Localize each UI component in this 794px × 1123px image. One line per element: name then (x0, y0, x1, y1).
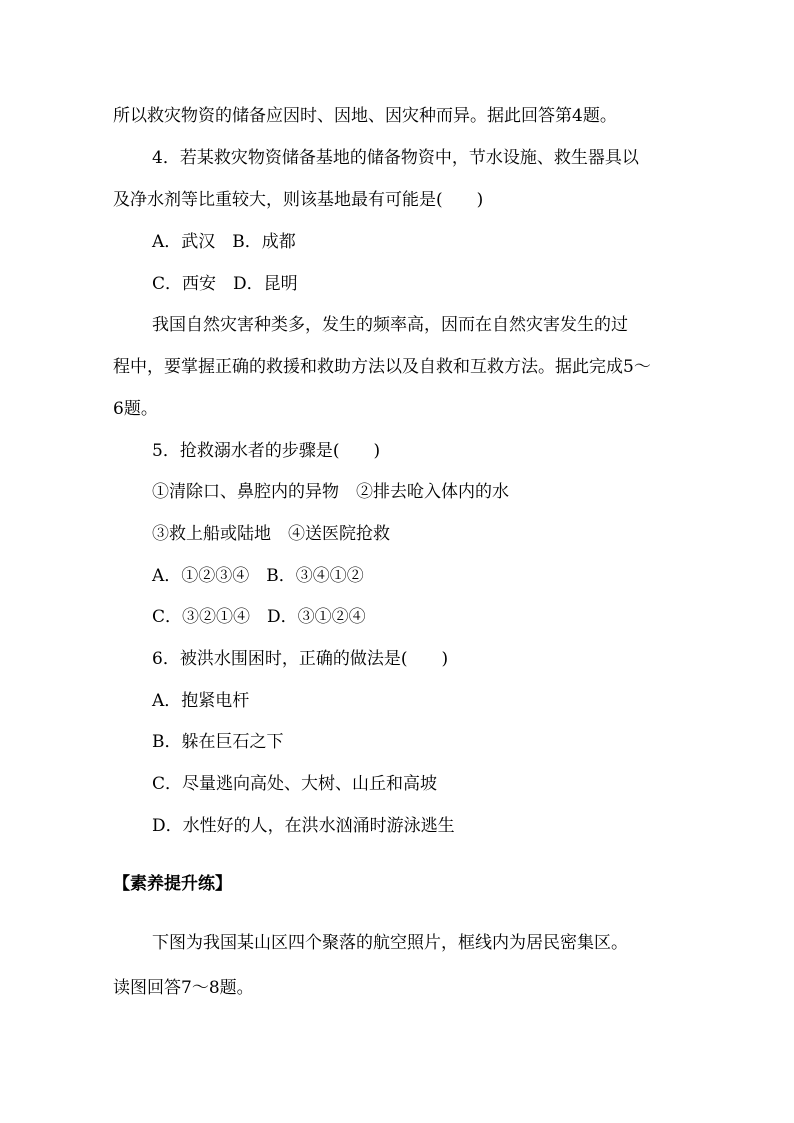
question-5-steps-line-2: ③救上船或陆地 ④送医院抢救 (152, 524, 390, 544)
question-5-options-ab: A．①②③④ B．③④①② (152, 566, 364, 586)
figure-intro-line-2: 读图回答7～8题。 (113, 978, 254, 998)
question-4-options-ab: A．武汉 B．成都 (152, 232, 296, 252)
figure-intro-line-1: 下图为我国某山区四个聚落的航空照片，框线内为居民密集区。 (152, 933, 628, 953)
question-4-options-cd: C．西安 D．昆明 (152, 274, 298, 294)
question-5-stem: 5．抢救溺水者的步骤是( ) (152, 441, 381, 461)
question-5-options-cd: C．③②①④ D．③①②④ (152, 607, 366, 627)
section-heading: 【素养提升练】 (113, 874, 232, 894)
paragraph-line: 所以救灾物资的储备应因时、因地、因灾种而异。据此回答第4题。 (113, 106, 617, 126)
question-6-option-b: B．躲在巨石之下 (152, 732, 284, 752)
passage-line-1: 我国自然灾害种类多，发生的频率高，因而在自然灾害发生的过 (152, 315, 628, 335)
passage-line-2: 程中，要掌握正确的救援和救助方法以及自救和互救方法。据此完成5～ (113, 357, 651, 377)
question-6-stem: 6．被洪水围困时，正确的做法是( ) (152, 649, 449, 669)
question-6-option-d: D．水性好的人，在洪水汹涌时游泳逃生 (152, 816, 455, 836)
question-4-stem-line-2: 及净水剂等比重较大，则该基地最有可能是( ) (113, 190, 484, 210)
question-6-option-a: A．抱紧电杆 (152, 691, 250, 711)
question-5-steps-line-1: ①清除口、鼻腔内的异物 ②排去呛入体内的水 (152, 482, 509, 502)
passage-line-3: 6题。 (113, 399, 158, 419)
question-6-option-c: C．尽量逃向高处、大树、山丘和高坡 (152, 774, 438, 794)
question-4-stem-line-1: 4．若某救灾物资储备基地的储备物资中，节水设施、救生器具以 (152, 148, 639, 168)
